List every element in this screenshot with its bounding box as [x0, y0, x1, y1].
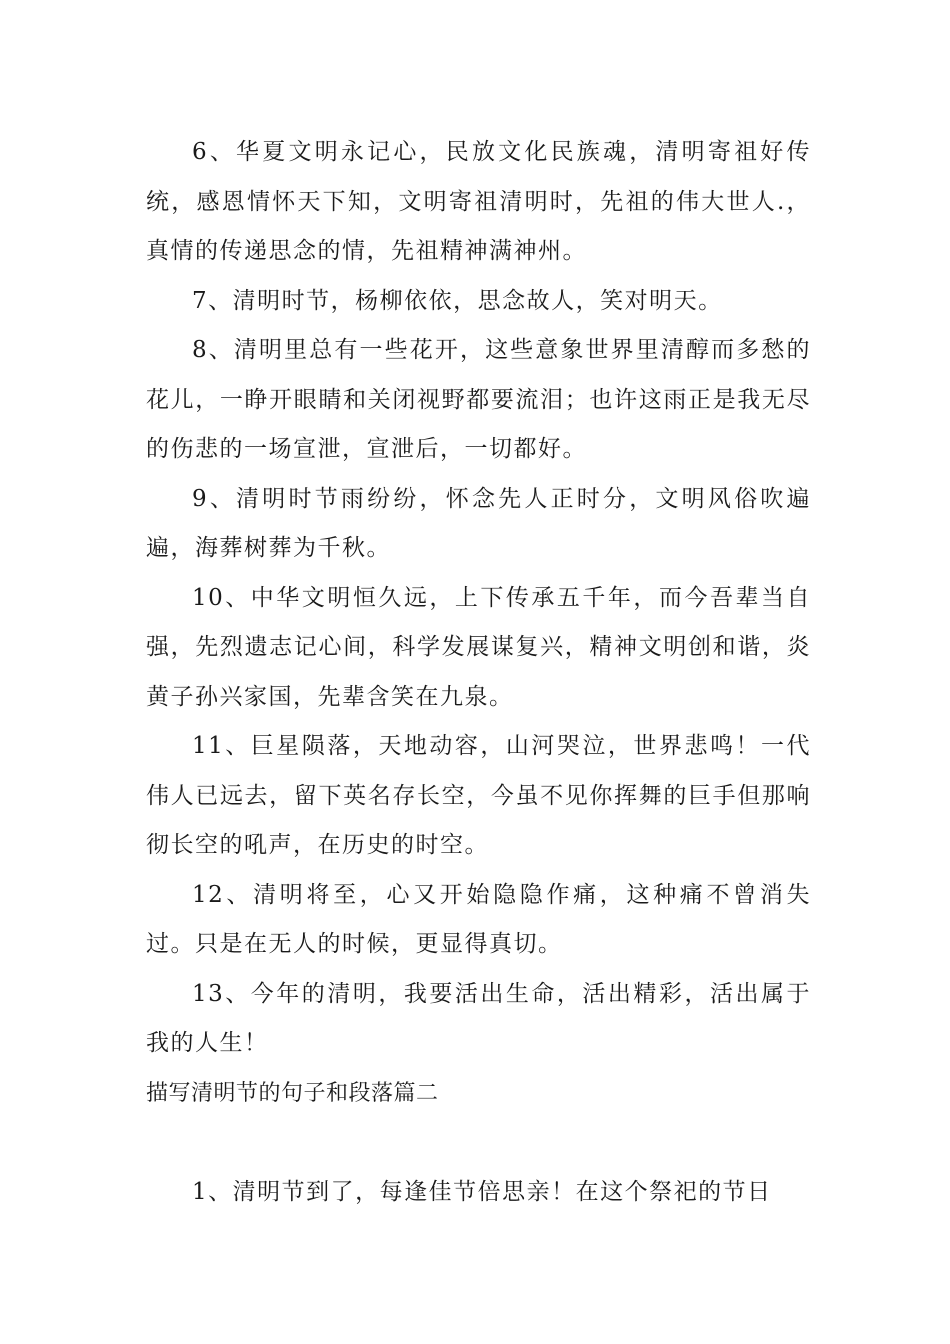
- paragraph-9: 9、清明时节雨纷纷，怀念先人正时分，文明风俗吹遍遍，海葬树葬为千秋。: [146, 485, 811, 561]
- paragraph-8: 8、清明里总有一些花开，这些意象世界里清醇而多愁的花儿，一睁开眼睛和关闭视野都要流泪；也许这雨正是我无尽的伤悲的一场宣泄，宣泄后，一切都好。: [146, 337, 811, 462]
- paragraph-12: 12、清明将至，心又开始隐隐作痛，这种痛不曾消失过。只是在无人的时候，更显得真切。: [146, 881, 811, 957]
- document-page: [146, 128, 811, 1217]
- blank-line: [146, 1118, 811, 1168]
- paragraph-1-section-two: 1、清明节到了，每逢佳节倍思亲！在这个祭祀的节日: [192, 1178, 772, 1205]
- paragraph-10: 10、中华文明恒久远，上下传承五千年，而今吾辈当自强，先烈遗志记心间，科学发展谋复兴，精神文明创和谐，炎黄子孙兴家国，先辈含笑在九泉。: [146, 584, 811, 710]
- paragraph-6: 6、华夏文明永记心，民放文化民族魂，清明寄祖好传统，感恩情怀天下知，文明寄祖清明时，先祖的伟大世人.，真情的传递思念的情，先祖精神满神州。: [146, 139, 811, 264]
- paragraph-7: 7、清明时节，杨柳依依，思念故人，笑对明天。: [192, 287, 723, 314]
- section-heading: 描写清明节的句子和段落篇二: [146, 1080, 439, 1106]
- paragraph-13: 13、今年的清明，我要活出生命，活出精彩，活出属于我的人生！: [146, 980, 811, 1056]
- paragraph-11: 11、巨星陨落，天地动容，山河哭泣，世界悲鸣！一代伟人已远去，留下英名存长空，今虽不见你挥舞的巨手但那响彻长空的吼声，在历史的时空。: [146, 733, 811, 858]
